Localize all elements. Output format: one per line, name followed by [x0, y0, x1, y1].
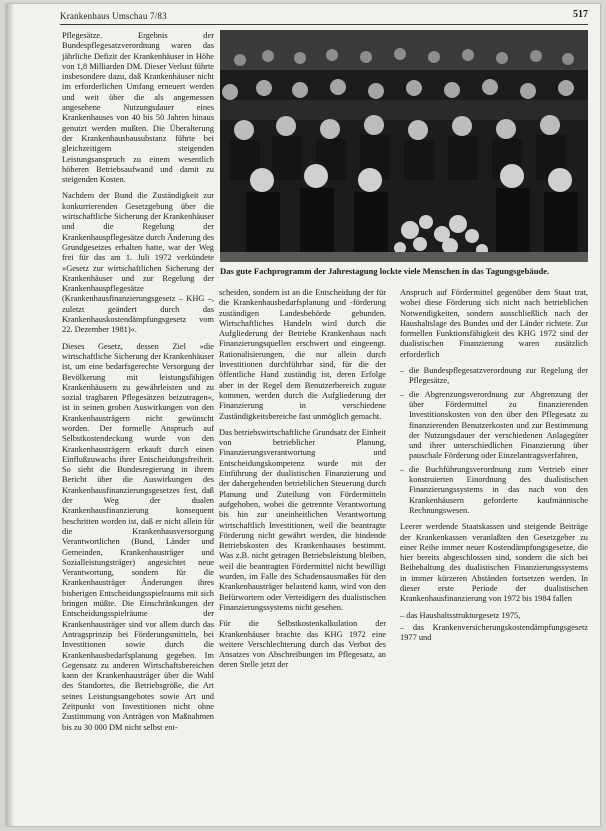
list-item: – die Bundespflegesatzverordnung zur Regelung der Pflegesätze, — [400, 366, 588, 387]
paragraph: scheiden, sondern ist an die Entscheidung der für die Krankenhausbedarfsplanung und -förderung zuständigen Landesbehörde gebunden. Wirtschaftliches Handeln wird durch die Aufgliederung der Betriebe Krankenhaus nach Finanzierungsquellen erschwert und eingeengt. Rationalisierungen, die nur allein durch Investitionen durchführbar sind, für die der öffentliche Hand zuständig ist, deren Erfolge aber in der Regel dem Benutzerbereich zugute kommen, werden durch die Aufgliederung der Finanzierung in verschiedene Zuständigkeitsbereiche fast unmöglich gemacht. — [219, 288, 386, 421]
paragraph: – das Krankenversicherungskostendämpfungsgesetz 1977 und — [400, 622, 588, 643]
paragraph: Für die Selbstkostenkalkulation der Krankenhäuser brachte das KHG 1972 eine weitere Verschlechterung durch das Verbot des Ansatzes von Abschreibungen im Pflegesatz, an deren Stelle jetzt der — [219, 619, 386, 670]
running-header: Krankenhaus Umschau 7/83 — [60, 11, 167, 21]
paragraph: Nachdem der Bund die Zuständigkeit zur konkurrierenden Gesetzgebung über die wirtschaftliche Sicherung der Krankenhäuser und die Regelung der Krankenhauspflegesätze durch Änderung des Grundgesetzes erhalten hatte, war der Weg frei für das am 1. Juli 1972 verkündete »Gesetz zur wirtschaftlichen Sicherung der Krankenhäuser und zur Regelung der Krankenhauspflegesätze (Krankenhausfinanzierungsgesetz – KHG –, zuletzt geändert durch das Krankenhauskostendämpfungsgesetz vom 22. Dezember 1981)«. — [62, 191, 214, 335]
photo-caption: Das gute Fachprogramm der Jahrestagung lockte viele Menschen in das Tagungsgebäude. — [220, 266, 550, 276]
conference-audience-photo — [220, 30, 588, 262]
paragraph: Pflegesätze. Ergebnis der Bundespflegesatzverordnung waren das jährliche Defizit der Krankenhäuser in Höhe von 1,8 Milliarden DM. Dieser Verlust führte insbesondere dazu, daß Krankenhäuser nicht im erforderlichen Umfang erneuert werden und weit über die als angemessen angesehene Nutzungsdauer eines Krankenhauses von 40 bis 50 Jahren hinaus genutzt werden mußten. Die Überalterung der Krankenhausbausubstanz führte bei gleichzeitigem steigenden Leistungsanspruch zu einem wesentlich höheren Betriebsaufwand und damit zu steigenden Kosten. — [62, 31, 214, 185]
list-item: – die Buchführungsverordnung zum Vertrieb einer konstruierten Einordnung des dualistischen Finanzierungssystems in das nach von den Krankenhäusern geforderte kaufmännische Rechnungswesen. — [400, 465, 588, 516]
binding-edge-shadow — [6, 4, 14, 826]
paragraph: – das Haushaltsstrukturgesetz 1975, — [400, 610, 521, 620]
paragraph: Das betriebswirtschaftliche Grundsatz der Einheit von betrieblicher Planung, Finanzierungsverantwortung und Entscheidungskompetenz wurde mit der Einführung der dualistischen Finanzierung und der dahergehenden betrieblichen Steuerung durch Planung und Zuteilung von Fördermitteln aufgehoben, wobei die getrennte Verantwortung bis hin zur uneinheitlichen Verantwortung wirtschaftlich Investitionen, weil die beantragte Förderung nicht gewährt werden, die bindende Betriebskosten des Krankenhauses bestimmt. Was z.B. nicht getragen Betriebsleistung bleiben, weil die beantragten Fördermittel nicht bewilligt wurden, im Falle des Schadensausmaßes für den Krankenhausträger belastend kann, wird von den Befürwortern oder Verteidigern des dualistischen Finanzierungssystems nicht gesehen. — [219, 427, 386, 612]
audience-illustration — [220, 30, 588, 262]
paragraph: Dieses Gesetz, dessen Ziel »die wirtschaftliche Sicherung der Krankenhäuser ist, um eine bedarfsgerechte Versorgung der Bevölkerung mit leistungsfähigen Krankenhäusern zu gewährleisten und zu sozial tragbaren Pflegesätzen beizutragen«, ist in seinen groben Auswirkungen von den Krankenhausträgern nicht gewünscht worden. Der formelle Anspruch auf Selbstkostendeckung wurde von den Krankenhausträgern erkauft durch einen Einflußzuwachs ihrer Entscheidungsfreiheit. So sieht die Bundesregierung in ihrem Bericht über die Auswirkungen des Krankenhausfinanzierungsgesetzes fest, daß der Weg der dualen Krankenhausfinanzierung konsequent beschritten worden ist, daß er nicht allein für die Krankenhausversorgung Verantwortlichen (Bund, Länder und Gemeinden, Krankenhausträger und Sozialleistungsträger) angesichtet neue Verantwortung, sondern für die Krankenhausträger Änderungen ihres bisherigen Entscheidungsspielraums mit sich bringen müßte. Die Einschränkungen der Entscheidungsspielräume der Krankenhausträger sind vor allem durch das Antragsprinzip bei Förderungsmitteln, bei Investitionen sowie durch die Krankenhausbedarfsplanung gegeben. Im Gegensatz zu anderen Wirtschaftsbereichen kann der Krankenhausträger über die Wahl des Standortes, die Betriebsgröße, die Art seines Leistungsangebotes sowie Art und Zeitpunkt von Investitionen nicht ohne Zustimmung von Anträgen von Maßnahmen bis zu 30 000 DM nicht selbst ent- — [62, 341, 214, 732]
text-column-2 — [219, 288, 386, 821]
header-rule — [60, 24, 588, 25]
regulation-list — [400, 366, 588, 516]
paragraph: Leerer werdende Staatskassen und steigende Beiträge der Krankenkassen veranlaßten den Gesetzgeber zu einer Reihe immer neuer Kostendämpfungsgesetze, die hier bereits abgeschlossen sind, sondern die sich bei Beibehaltung des dualistischen Finanzierungssystems in immer kürzeren Abständen fortsetzen werden. In dieser erste Periode der dualistischen Krankenhausfinanzierung von 1972 bis 1984 fallen — [400, 522, 588, 604]
paragraph: Anspruch auf Fördermittel gegenüber dem Staat trat, wobei diese Förderung sich nicht nach betrieblichen Notwendigkeiten, sondern ausschließlich nach der Haushaltslage des Bundes und der Länder richtete. Zur formellen Funktionsfähigkeit des KHG 1972 sind der dualistischen Finanzierung waren zusätzlich erforderlich — [400, 288, 588, 359]
journal-page — [6, 4, 600, 826]
text-column-1 — [62, 31, 214, 821]
text-column-3 — [400, 288, 588, 821]
list-item: – die Abgrenzungsverordnung zur Abgrenzung der über Fördermittel zu finanzierenden Investitionskosten von den über den Pflegesatz zu finanzierenden Benutzerkosten und zur Bestimmung der Nutzungsdauer der verschiedenen Anlagegüter und ihrer unterschiedlichen Finanzierung über pauschale Förderung oder Einzelantragsverfahren, — [400, 390, 588, 462]
page-number: 517 — [573, 9, 588, 20]
